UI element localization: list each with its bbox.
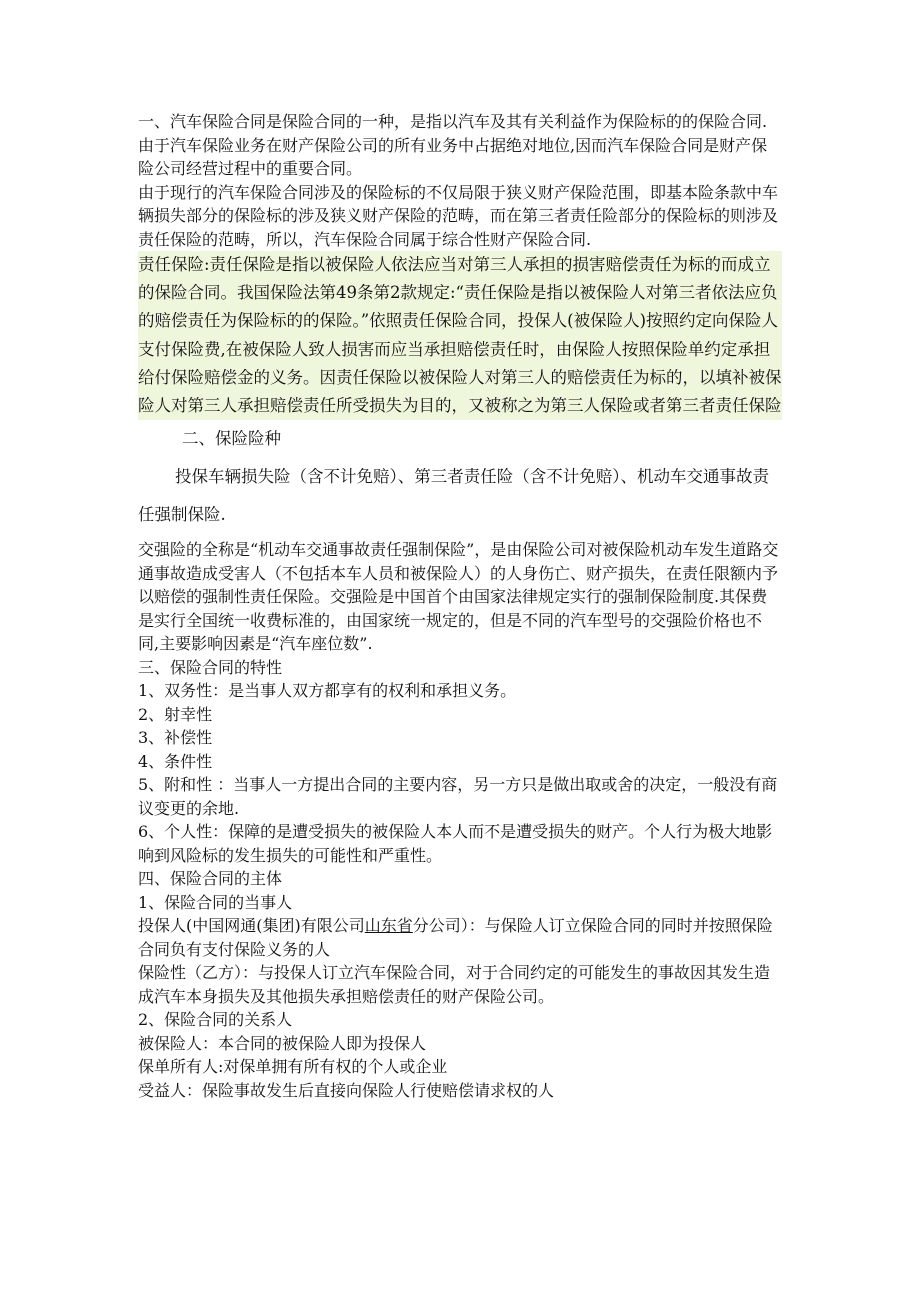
applicant-text-post: 分公司）：与保险人订立保险合同的同时并按照保险合同负有支付保险义务的人 [138, 916, 773, 959]
paragraph-compulsory-insurance: 交强险的全称是“机动车交通事故责任强制保险”，是由保险公司对被保险机动车发生道路交通事故造成受害人（不包括本车人员和被保险人）的人身伤亡、财产损失，在责任限额内予以赔偿的强制性责任保险。交强险是中国首个由国家法律规定实行的强制保险制度.其保费是实行全国统一收费标准的，由国家统一规定的，但是不同的汽车型号的交强险价格也不同,主要影响因素是“汽车座位数”. [138, 540, 779, 654]
paragraph-beneficiary: 受益人：保险事故发生后直接向保险人行使赔偿请求权的人 [138, 1080, 555, 1100]
paragraph-insured: 被保险人：本合同的被保险人即为投保人 [138, 1033, 427, 1053]
section-title-characteristics: 三、保险合同的特性 [138, 657, 283, 677]
list-item: 4、条件性 [138, 751, 213, 771]
paragraph-holder: 保单所有人:对保单拥有所有权的个人或企业 [138, 1057, 448, 1077]
paragraph-insurer: 保险性（乙方）：与投保人订立汽车保险合同，对于合同约定的可能发生的事故因其发生造成汽车本身损失及其他损失承担赔偿责任的财产保险公司。 [138, 963, 771, 1006]
subsection-title-parties: 1、保险合同的当事人 [138, 892, 293, 912]
list-item: 6、个人性：保障的是遭受损失的被保险人本人而不是遭受损失的财产。个人行为极大地影响到风险标的发生损失的可能性和严重性。 [138, 822, 773, 865]
list-item: 3、补偿性 [138, 728, 213, 748]
list-item: 5、附和性 ：当事人一方提出合同的主要内容，另一方只是做出取或舍的决定，一般没有商议变更的余地. [138, 775, 778, 818]
province-link[interactable]: 山东省 [364, 916, 413, 936]
paragraph-applicant [138, 914, 782, 961]
paragraph-insurance-types: 投保车辆损失险（含不计免赔）、第三者责任险（含不计免赔）、机动车交通事故责任强制保险. [138, 467, 769, 525]
applicant-text-pre: 投保人(中国网通(集团)有限公司 [138, 916, 365, 936]
paragraph-definition: 一、汽车保险合同是保险合同的一种，是指以汽车及其有关利益作为保险标的的保险合同.由于汽车保险业务在财产保险公司的所有业务中占据绝对地位,因而汽车保险合同是财产保险公司经营过程中的重要合同。 [138, 112, 768, 178]
subsection-title-related: 2、保险合同的关系人 [138, 1010, 293, 1030]
paragraph-scope: 由于现行的汽车保险合同涉及的保险标的不仅局限于狭义财产保险范围，即基本险条款中车辆损失部分的保险标的涉及狭义财产保险的范畴，而在第三者责任险部分的保险标的则涉及责任保险的范畴，所以，汽车保险合同属于综合性财产保险合同. [138, 182, 779, 249]
highlighted-paragraph-liability: 责任保险:责任保险是指以被保险人依法应当对第三人承担的损害赔偿责任为标的而成立的保险合同。我国保险法第49条第2款规定:“责任保险是指以被保险人对第三者依法应负的赔偿责任为保险标的的保险。”依照责任保险合同，投保人(被保险人)按照约定向保险人支付保险费,在被保险人致人损害而应当承担赔偿责任时，由保险人按照保险单约定承担给付保险赔偿金的义务。因责任保险以被保险人对第三人的赔偿责任为标的，以填补被保险人对第三人承担赔偿责任所受损失为目的，又被称之为第三人保险或者第三者责任保险 [138, 251, 782, 420]
section-title-insurance-types: 二、保险险种 [182, 429, 281, 449]
list-item: 1、双务性：是当事人双方都享有的权利和承担义务。 [138, 681, 517, 701]
list-item: 2、射幸性 [138, 704, 213, 724]
section-title-parties: 四、保险合同的主体 [138, 869, 283, 889]
